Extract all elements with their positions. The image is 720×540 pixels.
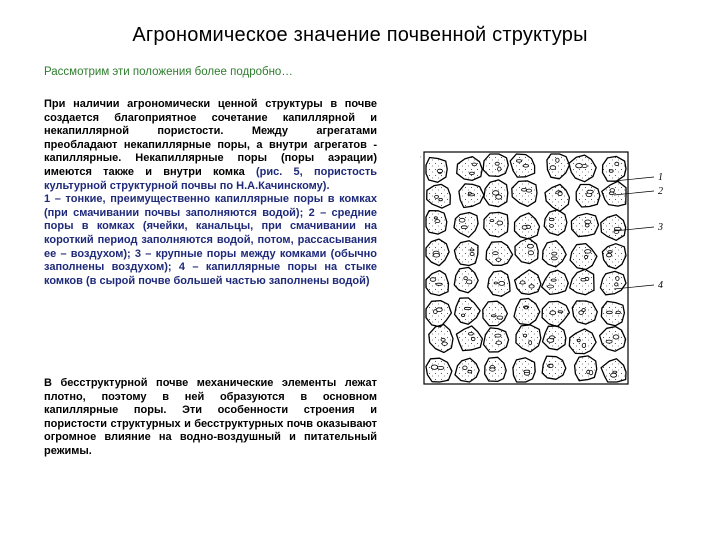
internal-pore [463,366,467,370]
internal-pore [498,167,501,171]
slide-title: Агрономическое значение почвенной структуры [132,24,588,46]
figure-label-4: 4 [658,280,663,291]
internal-pore [430,278,436,282]
internal-pore [550,336,555,339]
svg-text:': ' [420,155,422,164]
internal-pore [526,189,531,192]
internal-pore [611,373,617,377]
internal-pore [496,195,502,199]
internal-pore [517,160,522,163]
internal-pore [497,221,503,225]
internal-pore [459,218,465,222]
paragraph-structureless: В бесструктурной почве механические элементы лежат плотно, поэтому в ней образуются в основном капиллярные поры. Эти особенности строения и пористости структурных и бесструктурных почв оказывают огромное влияние на водно-воздушный и питательный режимы. [44,377,377,457]
soil-aggregate [603,156,627,181]
internal-pore [616,277,619,281]
internal-pore [434,310,438,314]
internal-pore [468,370,472,373]
internal-pore [550,166,556,170]
internal-pore [442,342,447,345]
internal-pore [609,192,614,195]
internal-pore [585,250,591,254]
internal-pore [606,340,612,343]
internal-pore [607,253,612,257]
internal-pore [608,251,612,253]
internal-pore [525,307,528,309]
internal-pore [613,371,617,373]
internal-pore [435,195,439,198]
figure-label-1: 1 [658,172,663,183]
internal-pore [549,218,554,220]
internal-pore [551,257,557,260]
internal-pore [527,244,533,248]
internal-pore [464,307,470,309]
internal-pore [522,189,527,192]
internal-pore [433,254,440,258]
internal-pore [609,170,613,173]
internal-pore [437,169,442,172]
internal-pore [616,311,620,314]
internal-pore [547,285,553,288]
soil-aggregate [542,356,566,379]
figure-label-3: 3 [658,222,663,233]
soil-aggregate [513,358,535,382]
internal-pore [495,162,499,165]
internal-pore [550,225,554,228]
internal-pore [552,252,557,255]
internal-pore [522,226,527,230]
internal-pore [496,341,501,344]
internal-pore [470,249,474,251]
internal-pore [582,343,585,347]
internal-pore [495,334,501,337]
internal-pore [431,365,438,369]
internal-pore [434,217,437,219]
internal-pore [471,337,475,340]
internal-pore [607,311,613,314]
internal-pore [436,283,442,285]
internal-pore [499,281,505,285]
soil-porosity-figure [422,150,682,390]
internal-pore [528,251,533,255]
internal-pore [468,192,471,194]
internal-pore [490,368,496,371]
soil-aggregate [484,328,509,352]
slide-subtitle: Рассмотрим эти положения более подробно… [44,66,293,78]
internal-pore [524,370,530,372]
internal-pore [470,252,474,255]
internal-pore [576,164,583,168]
internal-pore [523,165,528,168]
internal-pore [551,279,556,281]
soil-aggregate [484,212,508,237]
figure-reference: (рис. 5, пористость культурной структурной почвы по Н.А.Качинскому). [44,165,377,192]
internal-pore [520,281,525,284]
internal-pore [615,283,618,286]
internal-pore [441,338,445,341]
internal-pore [461,226,467,229]
internal-pore [587,190,593,193]
internal-pore [581,278,586,281]
pore-legend-text: 1 – тонкие, преимущественно капиллярные поры в комках (при смачивании почвы заполняются водой); 2 – средние поры в комках (ячейки, канальцы, при смачивании на короткий период заполняются водой, потом, рассасывания ее – воздухом); 3 – крупные поры между комками (обычно заполнены воздухом); 4 – капиллярные поры на стыке комков (в сырой почве большей частью заполнены водой) [44,193,377,287]
internal-pore [438,366,444,369]
internal-pore [496,258,501,261]
internal-pore [613,335,619,339]
soil-aggregate [572,301,597,324]
figure-label-2: 2 [658,186,663,197]
internal-pore [491,315,496,317]
internal-pore [529,285,534,288]
internal-pore [461,314,464,317]
soil-aggregate [575,356,597,381]
internal-pore [467,280,472,284]
internal-pore [523,334,526,337]
internal-pore [558,311,563,313]
internal-pore [615,162,619,165]
internal-pore [529,341,532,345]
internal-pore [585,224,589,227]
internal-pore [497,316,503,319]
internal-pore [558,192,562,196]
internal-pore [585,255,588,258]
internal-pore [585,220,591,224]
internal-pore [468,333,473,336]
internal-pore [550,311,556,315]
internal-pore [435,220,440,223]
soil-aggregate [426,158,447,183]
internal-pore [472,163,476,166]
internal-pore [556,158,559,162]
internal-pore [470,172,475,174]
internal-pore [577,339,580,342]
internal-pore [464,277,468,280]
internal-pore [582,309,585,312]
internal-pore [493,252,499,255]
internal-pore [490,220,494,222]
internal-pore [493,191,499,195]
internal-pore [589,370,593,374]
internal-pore [549,364,553,367]
paragraph-intro-text: При наличии агрономически ценной структуры в почве создается благоприятное сочетание капиллярной и некапиллярной пористости. Между агрегатами преобладают некапиллярные поры, а внутри агрегатов - капиллярные. Некапиллярные поры (поры аэрации) имеются также и внутри комка [44,98,377,178]
internal-pore [439,198,443,200]
internal-pore [494,282,497,284]
internal-pore [610,189,615,192]
paragraph-structure [44,98,377,288]
